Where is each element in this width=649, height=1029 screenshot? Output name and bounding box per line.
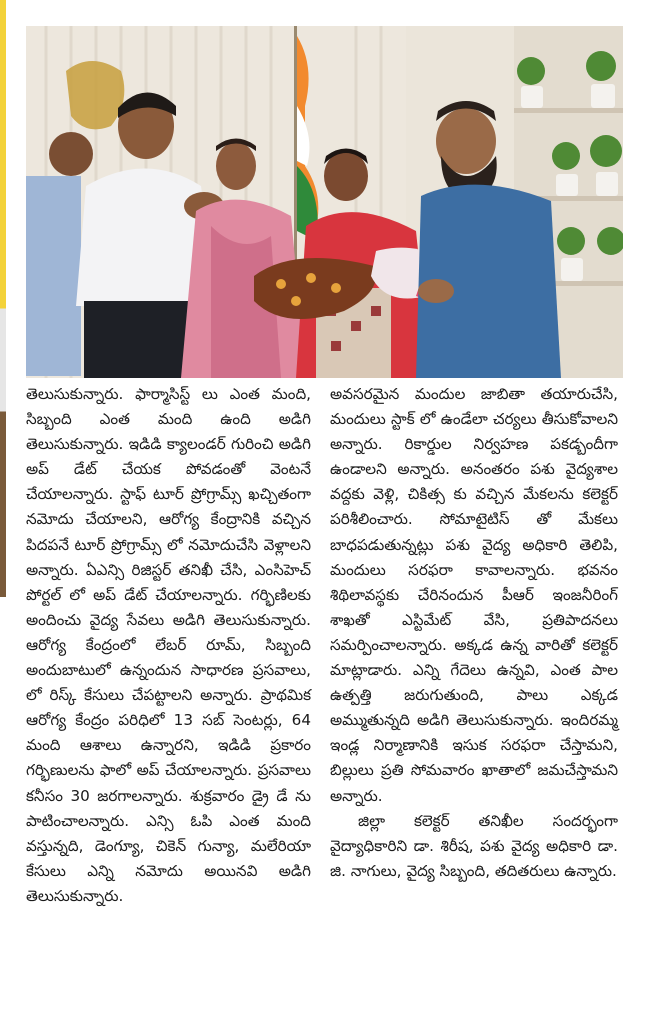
article-column-right [330, 382, 618, 884]
article-paragraph: తెలుసుకున్నారు. ఫార్మాసిస్ట్ లు ఎంత మంది, సిబ్బంది ఎంత మంది ఉంది అడిగి తెలుసుకున్నారు. ఇడిడి క్యాలండర్ గురించి అడిగి అప్ డేట్ చేయక పోవడంతో వెంటనే చేయాలన్నారు. స్టాఫ్ టూర్ ప్రోగ్రామ్స్ ఖచ్చితంగా నమోదు చేయాలని, ఆరోగ్య కేంద్రానికి వచ్చిన పిదపనే టూర్ ప్రోగ్రామ్స్ లో నమోదుచేసి వెళ్లాలని అన్నారు. ఏఎన్సి రిజిస్టర్ తనిఖీ చేసి, ఎంసిహెచ్ పోర్టల్ లో అప్ డేట్ చేయాలన్నారు. గర్భిణిలకు అందించు వైద్య సేవలు అడిగి తెలుసుకున్నారు. ఆరోగ్య కేంద్రంలో లేబర్ రూమ్, సిబ్బంది అందుబాటులో ఉన్నందున సాధారణ ప్రసవాలు, లో రిస్క్ కేసులు చేపట్టాలని అన్నారు. ప్రాథమిక ఆరోగ్య కేంద్రం పరిధిలో 13 సబ్ సెంటర్లు, 64 మంది ఆశాలు ఉన్నారని, ఇడిడి ప్రకారం గర్భిణులను ఫాలో అప్ చేయాలన్నారు. ప్రసవాలు కనీసం 30 జరగాలన్నారు. శుక్రవారం డ్రై డే ను పాటించాలన్నారు. ఎన్సి ఓపి ఎంత మంది వస్తున్నది, డెంగ్యూ, చికెన్ గున్యా, మలేరియా కేసులు ఎన్ని నమోదు అయినవి అడిగి తెలుసుకున్నారు. [26, 385, 311, 905]
article-paragraph-closing: జిల్లా కలెక్టర్ తనిఖీల సందర్భంగా వైద్యాధికారిని డా. శిరీష, పశు వైద్య అధికారి డా. జి. నాగులు, వైద్య సిబ్బంది, తదితరులు ఉన్నారు. [330, 811, 618, 880]
news-photo [26, 26, 623, 378]
page-edge-strip [0, 0, 6, 1029]
article-column-left [26, 382, 311, 909]
article-paragraph: అవసరమైన మందుల జాబితా తయారుచేసి, మందులు స్టాక్ లో ఉండేలా చర్యలు తీసుకోవాలని అన్నారు. రికార్డుల నిర్వహణ పకడ్బందీగా ఉండాలని అన్నారు. అనంతరం పశు వైద్యశాల వద్దకు వెళ్లి, చికిత్స కు వచ్చిన మేకలను కలెక్టర్ పరిశీలించారు. సోమాటైటిస్ తో మేకలు బాధపడుతున్నట్లు పశు వైద్య అధికారి తెలిపి, మందులు సరఫరా కావాలన్నారు. భవనం శిథిలావస్థకు చేరినందున పీఆర్ ఇంజనీరింగ్ శాఖతో ఎస్టిమేట్ వేసి, ప్రతిపాదనలు సమర్పించాలన్నారు. అక్కడ ఉన్న వారితో కలెక్టర్ మాట్లాడారు. ఎన్ని గేదెలు ఉన్నవి, ఎంత పాల ఉత్పత్తి జరుగుతుంది, పాలు ఎక్కడ అమ్ముతున్నది అడిగి తెలుసుకున్నారు. ఇందిరమ్మ ఇండ్ల నిర్మాణానికి ఇసుక సరఫరా చేస్తామని, బిల్లులు ప్రతి సోమవారం ఖాతాలో జమచేస్తామని అన్నారు. [330, 385, 618, 805]
